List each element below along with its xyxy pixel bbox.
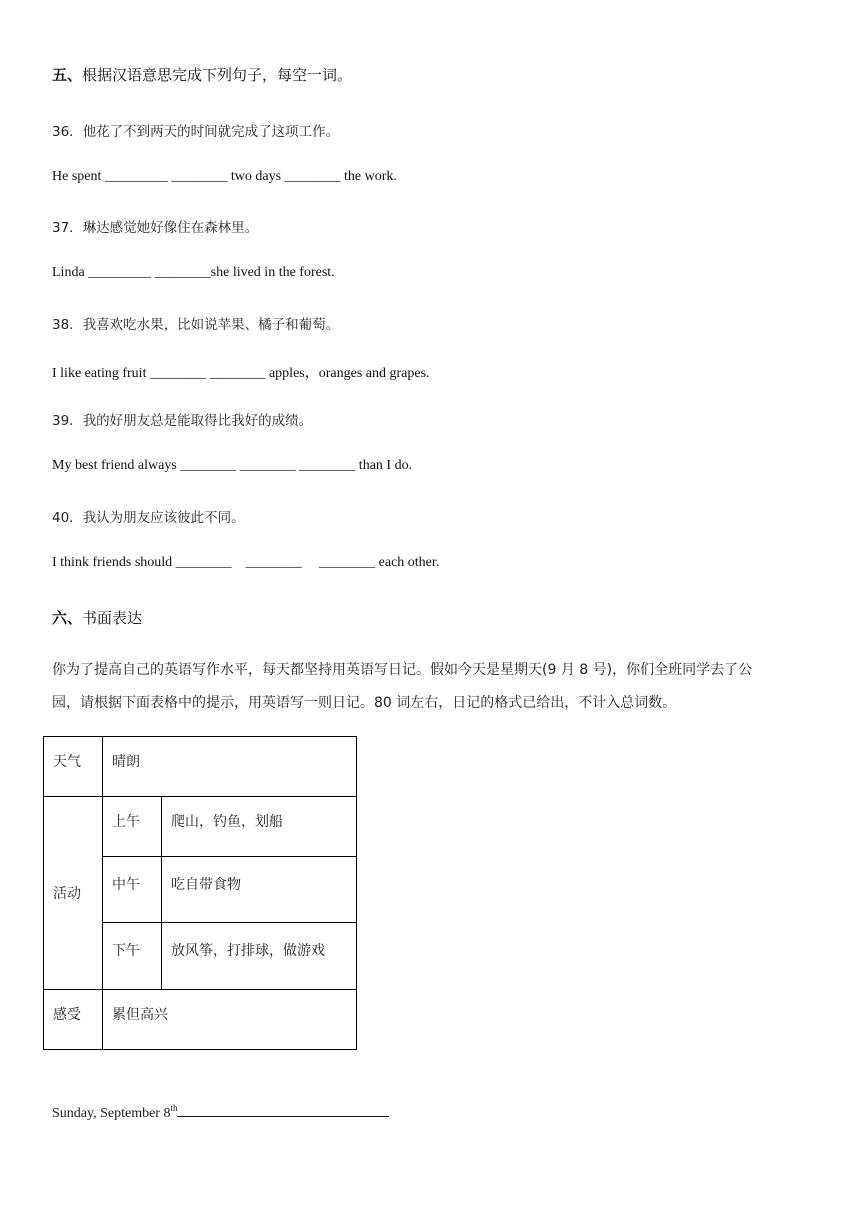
question-40-english: I think friends should ________ ________ ________ each other. xyxy=(52,555,440,570)
question-text-cn: 我认为朋友应该彼此不同。 xyxy=(82,510,245,526)
diary-writing-blank[interactable] xyxy=(177,1104,389,1117)
question-39-english: My best friend always ________ ________ ________ than I do. xyxy=(52,458,413,473)
question-37-english: Linda _________ ________she lived in the forest. xyxy=(52,265,335,280)
feeling-value: 累但高兴 xyxy=(103,990,357,1050)
question-36-chinese xyxy=(52,120,339,140)
diary-date-line xyxy=(52,1103,389,1122)
writing-prompt xyxy=(52,654,812,720)
table-row xyxy=(44,737,357,797)
writing-prompt-line-1: 你为了提高自己的英语写作水平，每天都坚持用英语写日记。假如今天是星期天(9 月 8 号)，你们全班同学去了公 xyxy=(52,662,753,678)
question-text-cn: 我喜欢吃水果，比如说苹果、橘子和葡萄。 xyxy=(82,317,340,333)
weather-label: 天气 xyxy=(44,737,103,797)
noon-label: 中午 xyxy=(103,857,162,923)
section-5-heading xyxy=(52,64,352,85)
question-40-chinese xyxy=(52,506,245,526)
weather-value: 晴朗 xyxy=(103,737,357,797)
afternoon-label: 下午 xyxy=(103,923,162,990)
section-5-number: 五、 xyxy=(52,66,83,84)
diary-date-suffix: th xyxy=(170,1103,178,1113)
question-number: 36． xyxy=(52,124,83,140)
question-36-english: He spent _________ ________ two days ________ the work. xyxy=(52,169,397,184)
section-6-number: 六、 xyxy=(52,609,83,627)
noon-value: 吃自带食物 xyxy=(162,857,357,923)
question-number: 38． xyxy=(52,317,83,333)
morning-value: 爬山，钓鱼，划船 xyxy=(162,797,357,857)
feeling-label: 感受 xyxy=(44,990,103,1050)
section-6-heading xyxy=(52,607,142,628)
section-5-title: 根据汉语意思完成下列句子，每空一词。 xyxy=(82,66,353,84)
writing-prompt-line-2: 园，请根据下面表格中的提示，用英语写一则日记。80 词左右，日记的格式已给出，不计入总词数。 xyxy=(52,695,677,711)
question-37-chinese xyxy=(52,216,258,236)
question-text-cn: 他花了不到两天的时间就完成了这项工作。 xyxy=(82,124,340,140)
activity-label: 活动 xyxy=(44,797,103,990)
question-38-english: I like eating fruit ________ ________ apples，oranges and grapes. xyxy=(52,366,430,381)
question-text-cn: 我的好朋友总是能取得比我好的成绩。 xyxy=(82,413,313,429)
table-row xyxy=(44,797,357,857)
morning-label: 上午 xyxy=(103,797,162,857)
question-39-chinese xyxy=(52,409,312,429)
afternoon-value: 放风筝，打排球，做游戏 xyxy=(162,923,357,990)
table-row xyxy=(44,990,357,1050)
hint-table xyxy=(43,736,357,1050)
question-number: 37． xyxy=(52,220,83,236)
question-text-cn: 琳达感觉她好像住在森林里。 xyxy=(82,220,259,236)
section-6-title: 书面表达 xyxy=(82,609,143,627)
question-38-chinese xyxy=(52,313,339,333)
question-number: 40． xyxy=(52,510,83,526)
question-number: 39． xyxy=(52,413,83,429)
diary-date: Sunday, September 8 xyxy=(52,1106,171,1121)
